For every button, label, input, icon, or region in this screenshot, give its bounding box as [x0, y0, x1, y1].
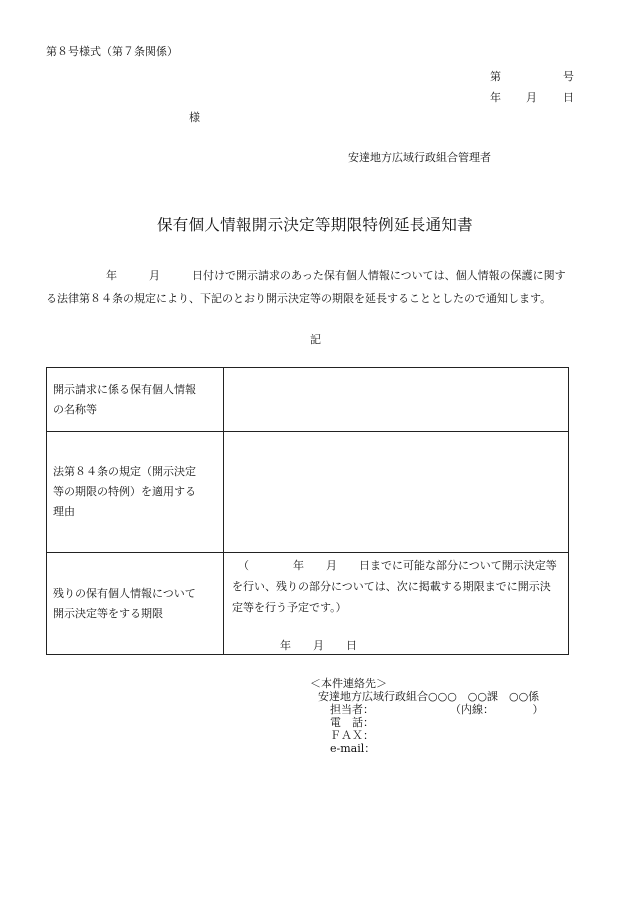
row3-label-line-2: 開示決定等をする期限 — [53, 606, 163, 620]
addressee-suffix: 様 — [189, 111, 200, 124]
date-year: 年 — [490, 91, 501, 104]
row2-label-line-2: 等の期限の特例）を適用する — [53, 485, 196, 498]
row2-label-line-3: 理由 — [53, 505, 75, 518]
deadline-text-line-2: を行い、残りの部分については、次に掲載する期限までに開示決 — [232, 580, 551, 593]
row1-label-line-2: の名称等 — [53, 402, 97, 416]
sender-name: 安達地方広域行政組合管理者 — [348, 151, 491, 164]
body-text-1: 日付けで開示請求のあった保有個人情報については、個人情報の保護に関す — [192, 269, 566, 282]
ki-heading: 記 — [310, 333, 321, 346]
row-value-reason[interactable] — [224, 432, 569, 553]
contact-org: 安達地方広域行政組合○○○ ○○課 ○○係 — [318, 690, 540, 703]
document-number-prefix: 第 — [490, 70, 501, 83]
contact-extension: （内線： ） — [450, 703, 544, 716]
row-value-target-info[interactable] — [224, 368, 569, 432]
body-line-2: る法律第８４条の規定により、下記のとおり開示決定等の期限を延長することとしたので通知します。 — [46, 292, 552, 305]
deadline-text-line-3: 定等を行う予定です。） — [232, 601, 347, 614]
date-month: 月 — [526, 91, 537, 104]
row1-label-line-1: 開示請求に係る保有個人情報 — [53, 382, 196, 396]
deadline-date: 年 月 日 — [280, 639, 357, 652]
contact-phone-label: 電 話： — [330, 716, 374, 729]
deadline-text-line-1: （ 年 月 日までに可能な部分について開示決定等 — [238, 559, 557, 572]
table-row-target-info — [47, 368, 569, 432]
body-month: 月 — [149, 269, 160, 282]
details-table — [46, 367, 569, 655]
body-year: 年 — [106, 269, 117, 282]
document-number-suffix: 号 — [563, 70, 574, 83]
contact-email-label: e-mail： — [330, 742, 376, 755]
row-value-deadline[interactable] — [224, 553, 569, 655]
row3-label-line-1: 残りの保有個人情報について — [53, 586, 196, 600]
date-day: 日 — [563, 91, 574, 104]
row-label-reason — [47, 432, 224, 553]
contact-person-label: 担当者： — [330, 703, 374, 716]
contact-fax-label: ＦＡＸ： — [330, 729, 374, 742]
table-row-deadline — [47, 553, 569, 655]
table-row-reason — [47, 432, 569, 553]
row2-label-line-1: 法第８４条の規定（開示決定 — [53, 465, 196, 478]
contact-heading: ＜本件連絡先＞ — [310, 677, 387, 690]
row-label-deadline — [47, 553, 224, 655]
row-label-target-info — [47, 368, 224, 432]
body-line-1 — [46, 270, 566, 281]
form-number: 第８号様式（第７条関係） — [46, 45, 178, 58]
document-title: 保有個人情報開示決定等期限特例延長通知書 — [156, 216, 473, 234]
